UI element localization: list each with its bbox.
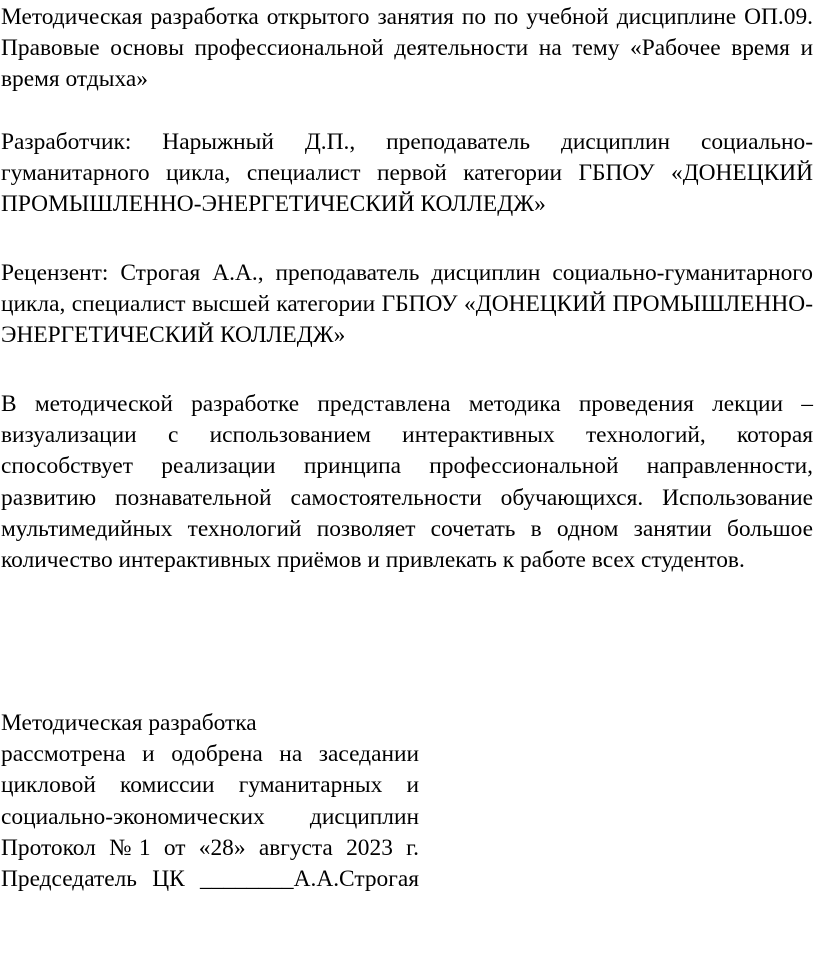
document-title: Методическая разработка открытого занятия по по учебной дисциплине ОП.09. Правовые основы профессиональной деятельности на тему «Рабочее время и время отдыха» bbox=[1, 4, 813, 93]
approval-line: Методическая разработка bbox=[1, 710, 257, 736]
approval-line: социально-экономических дисциплин bbox=[1, 803, 419, 830]
abstract-paragraph: В методической разработке представлена методика проведения лекции – визуализации с использованием интерактивных технологий, которая способствует реализации принципа профессиональной направленности, развитию познавательной самостоятельности обучающихся. Использование мультимедийных технологий позволяет сочетать в одном занятии большое количество интерактивных приёмов и привлекать к работе всех студентов. bbox=[1, 391, 813, 574]
approval-line: цикловой комиссии гуманитарных и bbox=[1, 772, 419, 799]
approval-signature-line: Председатель ЦК ________А.А.Строгая bbox=[1, 866, 419, 893]
approval-line: рассмотрена и одобрена на заседании bbox=[1, 741, 419, 768]
approval-block bbox=[1, 708, 419, 895]
approval-protocol-line: Протокол №1 от «28» августа 2023 г. bbox=[1, 834, 419, 861]
reviewer-paragraph: Рецензент: Строгая А.А., преподаватель дисциплин социально-гуманитарного цикла, специалист высшей категории ГБПОУ «ДОНЕЦКИЙ ПРОМЫШЛЕННО-ЭНЕРГЕТИЧЕСКИЙ КОЛЛЕДЖ» bbox=[1, 260, 813, 349]
author-paragraph: Разработчик: Нарыжный Д.П., преподаватель дисциплин социально-гуманитарного цикла, специалист первой категории ГБПОУ «ДОНЕЦКИЙ ПРОМЫШЛЕННО-ЭНЕРГЕТИЧЕСКИЙ КОЛЛЕДЖ» bbox=[1, 129, 813, 218]
